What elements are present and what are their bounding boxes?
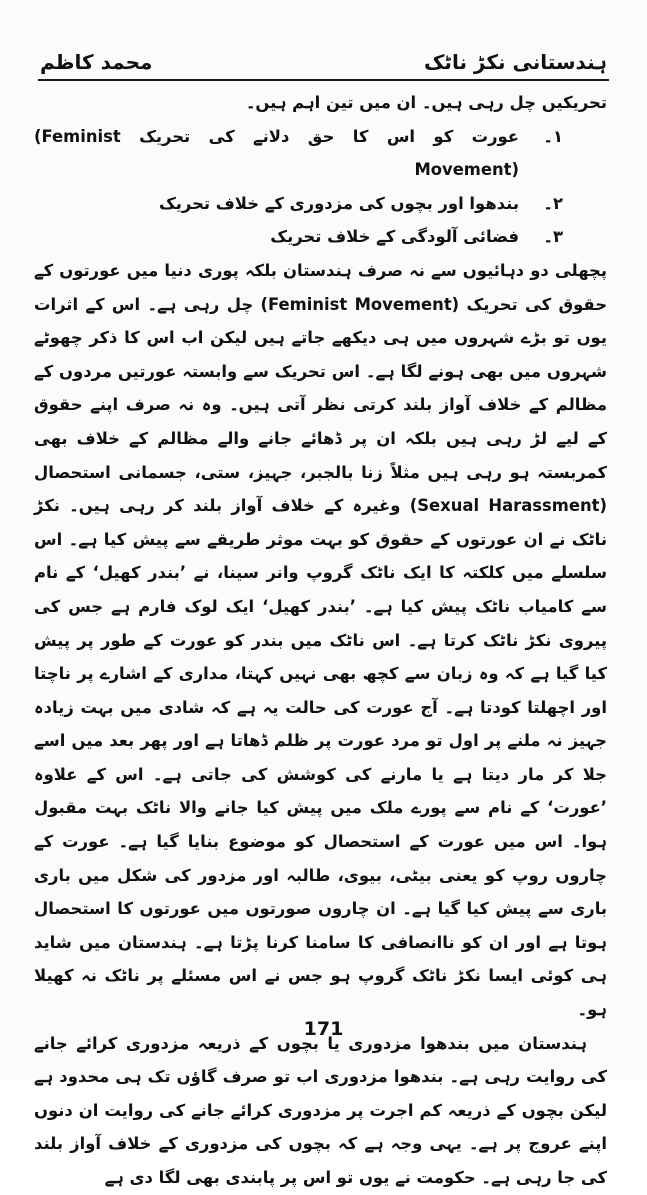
intro-line: تحریکیں چل رہی ہیں۔ ان میں تین اہم ہیں۔	[245, 93, 607, 112]
list-latin-term: (Feminist Movement)	[34, 126, 519, 180]
paragraph-labour	[34, 1027, 607, 1195]
running-header	[40, 40, 607, 74]
para1-part-b: چل رہی ہے۔ اس کے اثرات یوں تو بڑے شہروں میں ہی دیکھے جاتے ہیں لیکن اب اس کا ذکر چھوٹے شہروں میں بھی ہونے لگا ہے۔ اس تحریک سے وابستہ عورتیں مردوں کے مظالم کے خلاف آواز بلند کرتی نظر آتی ہیں۔ وہ نہ صرف اپنے حقوق کے لیے لڑ رہی ہیں بلکہ ان پر ڈھائے جانے والے مظالم کے خلاف بھی کمربستہ ہو رہی ہیں مثلاً زنا بالجبر، جہیز، ستی، جسمانی استحصال	[34, 294, 607, 482]
para2-text: ہندستان میں بندھوا مزدوری یا بچوں کے ذریعہ مزدوری کرائے جانے کی روایت رہی ہے۔ بندھوا مزدوری اب تو صرف گاؤں تک ہی محدود ہے لیکن بچوں کے ذریعہ کم اجرت پر مزدوری کرائے جانے کی روایت ان دنوں اپنے عروج پر ہے۔ یہی وجہ ہے کہ بچوں کی مزدوری کے خلاف آواز بلند کی جا رہی ہے۔ حکومت نے یوں تو اس پر پابندی بھی لگا دی ہے	[34, 1033, 607, 1187]
list-item	[34, 120, 607, 187]
latin-term-feminist: (Feminist Movement)	[260, 294, 460, 314]
list-item	[34, 187, 607, 221]
paragraph-feminist	[34, 254, 607, 1027]
header-rule	[38, 79, 609, 81]
para1-part-a: پچھلی دو دہائیوں سے نہ صرف ہندستان بلکہ پوری دنیا میں عورتوں کے حقوق کی تحریک	[34, 260, 608, 314]
movements-list	[34, 120, 607, 254]
book-title: ہندستانی نکڑ ناٹک	[423, 50, 607, 74]
list-number: ۱۔	[543, 126, 563, 146]
list-text: بندھوا اور بچوں کی مزدوری کے خلاف تحریک	[158, 193, 519, 213]
list-number: ۲۔	[543, 193, 563, 213]
list-text: عورت کو اس کا حق دلانے کی تحریک	[139, 126, 519, 146]
list-item	[34, 220, 607, 254]
latin-term-harassment: (Sexual Harassment)	[409, 496, 607, 516]
author-name: محمد کاظم	[40, 50, 153, 74]
list-text: فضائی آلودگی کے خلاف تحریک	[270, 227, 519, 247]
page-number: 171	[303, 1018, 344, 1040]
list-number: ۳۔	[543, 227, 563, 247]
para1-part-c: وغیرہ کے خلاف آواز بلند کر رہی ہیں۔ نکڑ ناٹک نے ان عورتوں کے حقوق کو بہت موثر طریقے سے پیش کیا ہے۔ اس سلسلے میں کلکتہ کا ایک ناٹک گروپ وانر سینا، نے ’بندر کھیل‘ کے نام سے کامیاب ناٹک پیش کیا ہے۔ ’بندر کھیل‘ ایک لوک فارم ہے جس کی پیروی نکڑ ناٹک کرتا ہے۔ اس ناٹک میں بندر کو عورت کے طور پر پیش کیا گیا ہے کہ وہ زبان سے کچھ بھی نہیں کہتا، مداری کے اشارے پر ناچتا اور اچھلتا کودتا ہے۔ آج عورت کی حالت یہ ہے کہ شادی میں بہت زیادہ جہیز نہ ملنے پر اول تو مرد عورت پر ظلم ڈھاتا ہے اور پھر بعد میں اسے جلا کر مار دیتا ہے یا مارنے کی کوشش کی جاتی ہے۔ اس کے علاوہ ’عورت‘ کے نام سے پورے ملک میں پیش کیا جانے والا ناٹک بہت مقبول ہوا۔ اس میں عورت کے استحصال کو موضوع بنایا گیا ہے۔ عورت کے چاروں روپ کو یعنی بیٹی، بیوی، طالبہ اور مزدور کی شکل میں باری باری سے پیش کیا گیا ہے۔ ان چاروں صورتوں میں عورتوں کا استحصال ہوتا ہے اور ان کو ناانصافی کا سامنا کرنا پڑتا ہے۔ ہندستان میں شاید ہی کوئی ایسا نکڑ ناٹک گروپ ہو جس نے اس مسئلے پر ناٹک نہ کھیلا ہو۔	[34, 496, 607, 1020]
